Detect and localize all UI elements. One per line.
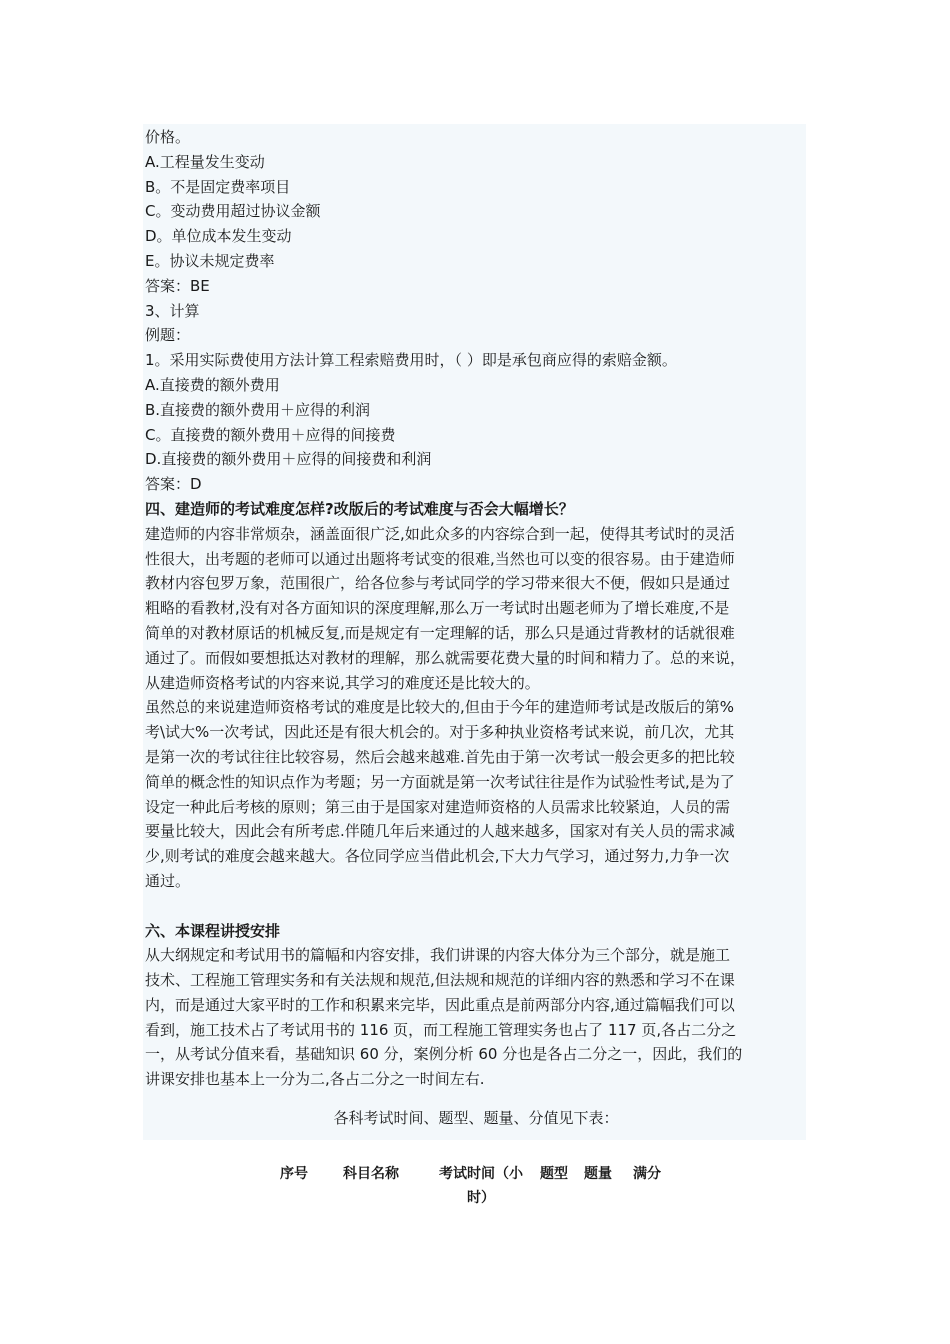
paragraph-line: 技术、工程施工管理实务和有关法规和规范,但法规和规范的详细内容的熟悉和学习不在课	[145, 971, 735, 990]
paragraph-line: 教材内容包罗万象，范围很广，给各位参与考试同学的学习带来很大不便，假如只是通过	[145, 574, 731, 593]
text-line: 价格。	[145, 128, 191, 146]
option-d: D。单位成本发生变动	[145, 227, 292, 246]
paragraph-line: 通过。	[145, 871, 191, 890]
paragraph-line: 内，而是通过大家平时的工作和积累来完毕，因此重点是前两部分内容,通过篇幅我们可以	[145, 995, 735, 1014]
paragraph-line: 是第一次的考试往往比较容易，然后会越来越难.首先由于第一次考试一般会更多的把比较	[145, 747, 735, 766]
option-b: B。不是固定费率项目	[145, 177, 291, 196]
example-label: 例题：	[145, 326, 191, 345]
section-heading: 四、建造师的考试难度怎样?改版后的考试难度与否会大幅增长？	[145, 499, 574, 518]
section-heading: 六、本课程讲授安排	[145, 921, 281, 940]
spacer	[145, 894, 807, 919]
option-c: C。变动费用超过协议金额	[145, 202, 321, 221]
paragraph-line: 虽然总的来说建造师资格考试的难度是比较大的,但由于今年的建造师考试是改版后的第%	[145, 698, 735, 717]
paragraph	[145, 943, 807, 1092]
paragraph-line: 简单的对教材原话的机械反复,而是规定有一定理解的话，那么只是通过背教材的话就很难	[145, 623, 735, 642]
paragraph-line: 讲课安排也基本上一分为二,各占二分之一时间左右.	[145, 1070, 485, 1089]
table-header-question-count: 题量	[584, 1166, 612, 1182]
option-a: A.直接费的额外费用	[145, 375, 280, 394]
table-header-row	[143, 1162, 806, 1222]
answer: 答案：BE	[145, 276, 210, 295]
document-body	[145, 125, 807, 1131]
table-header-subject: 科目名称	[343, 1166, 399, 1182]
question: 1。采用实际费使用方法计算工程索赔费用时，（ ）即是承包商应得的索赔金额。	[145, 351, 677, 370]
option-b: B.直接费的额外费用＋应得的利润	[145, 400, 371, 419]
paragraph-line: 一，从考试分值来看，基础知识 60 分，案例分析 60 分也是各占二分之一，因此，我们的	[145, 1045, 743, 1064]
table-caption: 各科考试时间、题型、题量、分值见下表：	[333, 1109, 619, 1128]
paragraph-line: 从大纲规定和考试用书的篇幅和内容安排，我们讲课的内容大体分为三个部分，就是施工	[145, 946, 731, 965]
option-a: A.工程量发生变动	[145, 152, 265, 171]
table-header-question-type: 题型	[540, 1166, 568, 1182]
paragraph-line: 看到，施工技术占了考试用书的 116 页，而工程施工管理实务也占了 117 页,各占二分之	[145, 1020, 737, 1039]
paragraph-line: 从建造师资格考试的内容来说,其学习的难度还是比较大的。	[145, 673, 540, 692]
paragraph	[145, 695, 807, 893]
table-header-exam-time-unit: 时）	[467, 1190, 495, 1206]
table-header-exam-time: 考试时间（小	[439, 1166, 523, 1182]
paragraph-line: 通过了。而假如要想抵达对教材的理解，那么就需要花费大量的时间和精力了。总的来说，	[145, 648, 746, 667]
paragraph-line: 简单的概念性的知识点作为考题；另一方面就是第一次考试往往是作为试验性考试,是为了	[145, 772, 735, 791]
spacer	[145, 1092, 807, 1106]
paragraph-line: 设定一种此后考核的原则；第三由于是国家对建造师资格的人员需求比较紧迫，人员的需	[145, 797, 731, 816]
paragraph-line: 少,则考试的难度会越来越大。各位同学应当借此机会,下大力气学习，通过努力,力争一次	[145, 847, 730, 866]
paragraph-line: 要量比较大，因此会有所考虑.伴随几年后来通过的人越来越多，国家对有关人员的需求减	[145, 822, 735, 841]
paragraph-line: 性很大，出考题的老师可以通过出题将考试变的很难,当然也可以变的很容易。由于建造师	[145, 549, 735, 568]
table-header-full-score: 满分	[633, 1166, 661, 1182]
subsection-title: 3、计算	[145, 301, 200, 320]
paragraph-line: 建造师的内容非常烦杂，涵盖面很广泛,如此众多的内容综合到一起，使得其考试时的灵活	[145, 524, 735, 543]
paragraph	[145, 522, 807, 696]
option-d: D.直接费的额外费用＋应得的间接费和利润	[145, 450, 432, 469]
option-e: E。协议未规定费率	[145, 251, 275, 270]
option-c: C。直接费的额外费用＋应得的间接费	[145, 425, 396, 444]
paragraph-line: 粗略的看教材,没有对各方面知识的深度理解,那么万一考试时出题老师为了增长难度,不是	[145, 599, 730, 618]
paragraph-line: 考\试大%一次考试，因此还是有很大机会的。对于多种执业资格考试来说，前几次，尤其	[145, 723, 735, 742]
table-header-index: 序号	[280, 1166, 308, 1182]
answer: 答案：D	[145, 475, 202, 494]
